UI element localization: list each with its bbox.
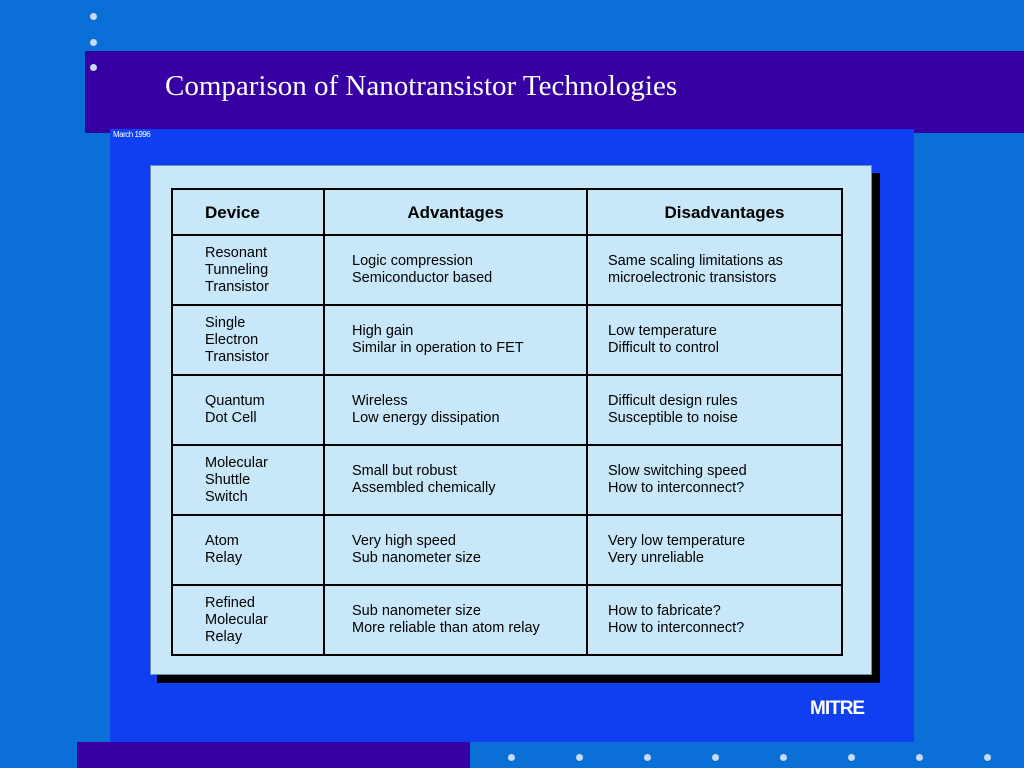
disadvantages-cell-line: Difficult design rules — [608, 393, 738, 409]
advantages-cell — [324, 235, 587, 305]
device-cell — [172, 585, 324, 655]
device-cell-line: Electron — [205, 331, 259, 348]
device-cell-line: Single — [205, 314, 246, 331]
decor-dot — [90, 39, 97, 46]
bottom-band — [77, 742, 470, 768]
advantages-cell-line: Wireless — [352, 393, 408, 409]
device-cell-line: Molecular — [205, 454, 268, 471]
disadvantages-cell-line: microelectronic transistors — [608, 270, 777, 286]
disadvantages-cell-line: Difficult to control — [608, 340, 719, 356]
disadvantages-cell — [587, 305, 842, 375]
table-row — [172, 375, 842, 445]
device-cell-line: Shuttle — [205, 471, 251, 488]
disadvantages-cell-line: Very unreliable — [608, 550, 704, 566]
device-cell-line: Atom — [205, 533, 239, 549]
device-cell-line: Tunneling — [205, 261, 269, 278]
device-cell-line: Relay — [205, 628, 243, 645]
disadvantages-cell-line: How to fabricate? — [608, 603, 721, 619]
device-cell — [172, 375, 324, 445]
device-cell-line: Transistor — [205, 278, 269, 295]
comparison-table — [171, 188, 843, 656]
disadvantages-cell-line: Same scaling limitations as — [608, 253, 783, 269]
table-row — [172, 235, 842, 305]
advantages-cell — [324, 515, 587, 585]
disadvantages-cell — [587, 445, 842, 515]
device-cell — [172, 305, 324, 375]
header-disadvantages: Disadvantages — [587, 189, 842, 235]
advantages-cell-line: Low energy dissipation — [352, 410, 500, 426]
device-cell — [172, 515, 324, 585]
disadvantages-cell — [587, 235, 842, 305]
advantages-cell — [324, 305, 587, 375]
date-label: March 1996 — [113, 130, 151, 139]
advantages-cell-line: More reliable than atom relay — [352, 620, 540, 636]
disadvantages-cell-line: Low temperature — [608, 323, 717, 339]
header-device: Device — [172, 189, 324, 235]
disadvantages-cell — [587, 585, 842, 655]
decor-dot — [576, 754, 583, 761]
advantages-cell-line: Assembled chemically — [352, 480, 496, 496]
advantages-cell-line: High gain — [352, 323, 414, 339]
advantages-cell — [324, 585, 587, 655]
advantages-cell-line: Semiconductor based — [352, 270, 493, 286]
decor-dot — [644, 754, 651, 761]
device-cell-line: Switch — [205, 488, 248, 505]
table-row — [172, 515, 842, 585]
disadvantages-cell-line: Very low temperature — [608, 533, 746, 549]
advantages-cell-line: Small but robust — [352, 463, 457, 479]
decor-dot — [90, 64, 97, 71]
device-cell — [172, 235, 324, 305]
mitre-logo: MITRE — [810, 698, 865, 719]
decor-dot — [780, 754, 787, 761]
decor-dot — [508, 754, 515, 761]
decor-dot — [90, 13, 97, 20]
device-cell — [172, 445, 324, 515]
device-cell-line: Resonant — [205, 244, 268, 261]
advantages-cell — [324, 375, 587, 445]
advantages-cell-line: Very high speed — [352, 533, 456, 549]
decor-dot — [984, 754, 991, 761]
device-cell-line: Dot Cell — [205, 410, 257, 426]
device-cell-line: Relay — [205, 550, 243, 566]
advantages-cell-line: Logic compression — [352, 253, 473, 269]
table-row — [172, 305, 842, 375]
table-header-row — [172, 189, 842, 235]
decor-dot — [916, 754, 923, 761]
advantages-cell-line: Similar in operation to FET — [352, 340, 524, 356]
disadvantages-cell — [587, 375, 842, 445]
decor-dot — [712, 754, 719, 761]
advantages-cell-line: Sub nanometer size — [352, 603, 481, 619]
table-row — [172, 445, 842, 515]
disadvantages-cell-line: Susceptible to noise — [608, 410, 738, 426]
device-cell-line: Quantum — [205, 393, 265, 409]
table-row — [172, 585, 842, 655]
disadvantages-cell-line: How to interconnect? — [608, 620, 745, 636]
disadvantages-cell — [587, 515, 842, 585]
device-cell-line: Refined — [205, 594, 255, 611]
disadvantages-cell-line: Slow switching speed — [608, 463, 747, 479]
advantages-cell-line: Sub nanometer size — [352, 550, 481, 566]
device-cell-line: Transistor — [205, 348, 269, 365]
slide-title: Comparison of Nanotransistor Technologies — [165, 70, 678, 102]
disadvantages-cell-line: How to interconnect? — [608, 480, 745, 496]
decor-dot — [848, 754, 855, 761]
advantages-cell — [324, 445, 587, 515]
header-advantages: Advantages — [324, 189, 587, 235]
device-cell-line: Molecular — [205, 611, 268, 628]
